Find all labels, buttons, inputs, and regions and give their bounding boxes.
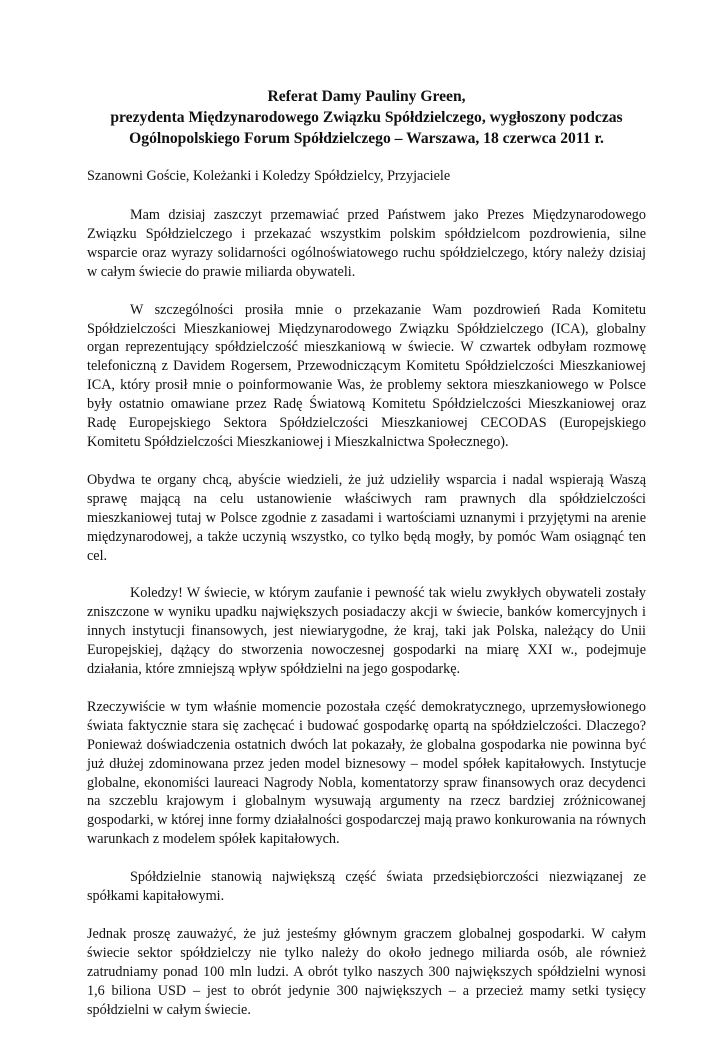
paragraph-5: Rzeczywiście w tym właśnie momencie pozostała część demokratycznego, uprzemysłowionego świata faktycznie stara się zachęcać i budować gospodarkę opartą na spółdzielczości. Dlaczego? Ponieważ doświadczenia ostatnich dwóch lat pokazały, że globalna gospodarka nie powinna być już dłużej zdominowana przez jeden model biznesowy – model spółek kapitałowych. Instytucje globalne, ekonomiści laureaci Nagrody Nobla, komentatorzy spraw finansowych oraz decydenci na szczeblu krajowym i globalnym wysuwają argumenty na rzecz bardziej zróżnicowanej gospodarki, w której inne formy działalności gospodarczej mają prawo konkurowania na równych warunkach z modelem spółek kapitałowych. (87, 698, 646, 848)
paragraph-2: W szczególności prosiła mnie o przekazanie Wam pozdrowień Rada Komitetu Spółdzielczości Mieszkaniowej Międzynarodowego Związku Spółdzielczego (ICA), globalny organ reprezentujący spółdzielczość mieszkaniową w świecie. W czwartek odbyłam rozmowę telefoniczną z Davidem Rogersem, Przewodniczącym Komitetu Spółdzielczości Mieszkaniowej ICA, który prosił mnie o poinformowanie Was, że problemy sektora mieszkaniowego w Polsce były ostatnio omawiane przez Radę Światową Komitetu Spółdzielczości Mieszkaniowej oraz Radę Europejskiego Sektora Spółdzielczości Mieszkaniowej CECODAS (Europejskiego Komitetu Spółdzielczości Mieszkaniowej i Mieszkalnictwa Społecznego). (87, 301, 646, 450)
paragraph-3: Obydwa te organy chcą, abyście wiedzieli, że już udzieliły wsparcia i nadal wspierają Waszą sprawę mającą na celu ustanowienie właściwych ram prawnych dla spółdzielczości mieszkaniowej tutaj w Polsce zgodnie z zasadami i wartościami uznanymi i przyjętymi na arenie międzynarodowej, a także uczynią wszystko, co tylko będą mogły, by pomóc Wam osiągnąć ten cel. (87, 471, 646, 564)
greeting: Szanowni Goście, Koleżanki i Koledzy Spółdzielcy, Przyjaciele (87, 168, 451, 184)
title-line-3: Ogólnopolskiego Forum Spółdzielczego – Warszawa, 18 czerwca 2011 r. (129, 130, 604, 147)
document-title (87, 86, 646, 149)
paragraph-7: Jednak proszę zauważyć, że już jesteśmy głównym graczem globalnej gospodarki. W całym świecie sektor spółdzielczy nie tylko należy do około jednego miliarda osób, ale również zatrudniamy ponad 100 mln ludzi. A obrót tylko naszych 300 największych spółdzielni wynosi 1,6 biliona USD – jest to obrót jedynie 300 największych – a przecież mamy setki tysięcy spółdzielni w całym świecie. (87, 926, 646, 1018)
title-line-1: Referat Damy Pauliny Green, (267, 88, 466, 105)
paragraph-1: Mam dzisiaj zaszczyt przemawiać przed Państwem jako Prezes Międzynarodowego Związku Spółdzielczego i przekazać wszystkim polskim spółdzielcom pozdrowienia, silne wsparcie oraz wyrazy solidarności ogólnoświatowego ruchu spółdzielczego, który należy dzisiaj w całym świecie do prawie miliarda obywateli. (87, 207, 646, 280)
paragraph-4: Koledzy! W świecie, w którym zaufanie i pewność tak wielu zwykłych obywateli zostały zniszczone w wyniku upadku największych posiadaczy akcji w świecie, banków komercyjnych i innych instytucji finansowych, jest niewiarygodne, że kraj, taki jak Polska, należący do Unii Europejskiej, dążący do stworzenia nowoczesnej gospodarki na miarę XXI w., podejmuje działania, które zmniejszą wpływ spółdzielni na jego gospodarkę. (87, 585, 646, 678)
title-line-2: prezydenta Międzynarodowego Związku Spółdzielczego, wygłoszony podczas (110, 109, 623, 126)
document-page (87, 86, 646, 1039)
paragraph-6: Spółdzielnie stanowią największą część świata przedsiębiorczości niezwiązanej ze spółkami kapitałowymi. (87, 869, 646, 905)
